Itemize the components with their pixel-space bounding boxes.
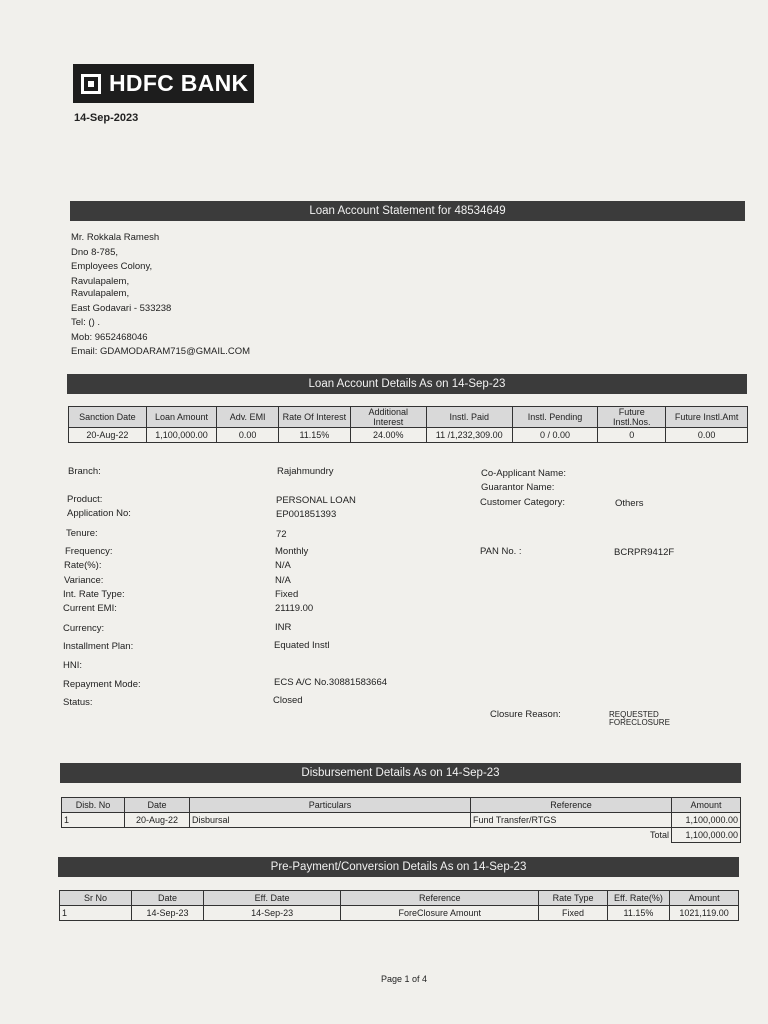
total-label: Total	[62, 828, 672, 843]
frequency-label: Frequency:	[65, 546, 113, 557]
installment-plan-label: Installment Plan:	[63, 641, 134, 652]
col-header: Amount	[670, 891, 739, 906]
table-header-row	[69, 407, 748, 428]
hni-label: HNI:	[63, 660, 82, 671]
prepayment-title-bar: Pre-Payment/Conversion Details As on 14-Sep-23	[58, 857, 739, 877]
address-line: Employees Colony,	[71, 261, 153, 272]
cell: 11.15%	[607, 906, 670, 921]
total-row	[62, 828, 741, 843]
address-line: Ravulapalem,	[71, 275, 130, 287]
col-header: Additional Interest	[350, 407, 426, 428]
pan-label: PAN No. :	[480, 546, 522, 557]
col-header: Loan Amount	[146, 407, 217, 428]
cell: 1021,119.00	[670, 906, 739, 921]
rate-label: Rate(%):	[64, 560, 102, 571]
cell: 1,100,000.00	[146, 428, 217, 443]
cell: 1	[62, 813, 125, 828]
branch-value: Rajahmundry	[277, 466, 334, 477]
table-header-row	[62, 798, 741, 813]
col-header: Reference	[341, 891, 539, 906]
col-header: Sr No	[60, 891, 132, 906]
col-header: Reference	[471, 798, 672, 813]
col-header: Date	[125, 798, 190, 813]
col-header: Future Instl.Nos.	[598, 407, 666, 428]
cell: 20-Aug-22	[69, 428, 147, 443]
cell: 0	[598, 428, 666, 443]
cell: 0 / 0.00	[512, 428, 597, 443]
repayment-mode-value: ECS A/C No.30881583664	[274, 677, 388, 688]
total-value: 1,100,000.00	[672, 828, 741, 843]
telephone: Tel: () .	[71, 317, 101, 328]
col-header: Rate Of Interest	[278, 407, 350, 428]
cell: 11.15%	[278, 428, 350, 443]
current-emi-value: 21119.00	[275, 603, 314, 614]
tenure-label: Tenure:	[66, 528, 98, 539]
branch-label: Branch:	[68, 466, 101, 477]
closure-reason-label: Closure Reason:	[490, 709, 561, 720]
statement-date: 14-Sep-2023	[74, 112, 139, 124]
table-row	[62, 813, 741, 828]
variance-label: Variance:	[64, 575, 104, 586]
table-row	[60, 906, 739, 921]
customer-category-value: Others	[615, 498, 644, 509]
col-header: Adv. EMI	[217, 407, 279, 428]
frequency-value: Monthly	[275, 546, 309, 557]
product-value: PERSONAL LOAN	[276, 495, 356, 506]
cell: ForeClosure Amount	[341, 906, 539, 921]
pan-value: BCRPR9412F	[614, 547, 675, 558]
cell: 14-Sep-23	[204, 906, 341, 921]
cell: 1,100,000.00	[672, 813, 741, 828]
currency-value: INR	[275, 622, 292, 633]
address-line: Dno 8-785,	[71, 246, 119, 258]
customer-category-label: Customer Category:	[480, 497, 566, 508]
cell: 20-Aug-22	[125, 813, 190, 828]
disbursement-title-bar: Disbursement Details As on 14-Sep-23	[60, 763, 741, 783]
disbursement-table	[61, 797, 741, 843]
guarantor-label: Guarantor Name:	[481, 482, 555, 493]
status-label: Status:	[63, 697, 93, 708]
col-header: Date	[131, 891, 203, 906]
current-emi-label: Current EMI:	[63, 603, 117, 614]
col-header: Particulars	[190, 798, 471, 813]
page-number: Page 1 of 4	[381, 974, 428, 984]
loan-details-table	[68, 406, 748, 443]
cell: 0.00	[666, 428, 748, 443]
closure-reason-value-2: FORECLOSURE	[609, 718, 670, 727]
prepayment-table	[59, 890, 739, 921]
currency-label: Currency:	[63, 623, 105, 634]
cell: Fund Transfer/RTGS	[471, 813, 672, 828]
col-header: Disb. No	[62, 798, 125, 813]
col-header: Eff. Rate(%)	[607, 891, 670, 906]
customer-name: Mr. Rokkala Ramesh	[71, 232, 160, 243]
col-header: Instl. Paid	[426, 407, 512, 428]
hdfc-bank-logo	[73, 64, 254, 103]
loan-details-title-bar: Loan Account Details As on 14-Sep-23	[67, 374, 747, 394]
cell: Fixed	[539, 906, 607, 921]
mobile: Mob: 9652468046	[71, 331, 148, 343]
tenure-value: 72	[276, 529, 287, 540]
table-row	[69, 428, 748, 443]
rate-value: N/A	[275, 560, 291, 571]
logo-text: HDFC BANK	[109, 70, 249, 96]
col-header: Amount	[672, 798, 741, 813]
int-rate-type-label: Int. Rate Type:	[63, 589, 125, 600]
cell: 0.00	[217, 428, 279, 443]
address-line: Ravulapalem,	[71, 288, 130, 299]
product-label: Product:	[67, 494, 103, 505]
customer-address	[71, 232, 250, 359]
col-header: Eff. Date	[204, 891, 341, 906]
col-header: Rate Type	[539, 891, 607, 906]
cell: 24.00%	[350, 428, 426, 443]
email: Email: GDAMODARAM715@GMAIL.COM	[71, 346, 251, 357]
hdfc-logo-icon	[81, 74, 101, 94]
application-label: Application No:	[67, 508, 131, 519]
installment-plan-value: Equated Instl	[274, 640, 330, 651]
int-rate-type-value: Fixed	[275, 589, 299, 600]
cell: 1	[60, 906, 132, 921]
repayment-mode-label: Repayment Mode:	[63, 679, 141, 690]
status-value: Closed	[273, 695, 303, 706]
address-line: East Godavari - 533238	[71, 302, 172, 314]
statement-title-bar: Loan Account Statement for 48534649	[70, 201, 745, 221]
co-applicant-label: Co-Applicant Name:	[481, 468, 567, 479]
cell: 11 /1,232,309.00	[426, 428, 512, 443]
col-header: Sanction Date	[69, 407, 147, 428]
cell: Disbursal	[190, 813, 471, 828]
application-value: EP001851393	[276, 509, 337, 520]
cell: 14-Sep-23	[131, 906, 203, 921]
variance-value: N/A	[275, 575, 291, 586]
col-header: Future Instl.Amt	[666, 407, 748, 428]
table-header-row	[60, 891, 739, 906]
closure-reason-value-1: REQUESTED	[609, 710, 659, 719]
col-header: Instl. Pending	[512, 407, 597, 428]
